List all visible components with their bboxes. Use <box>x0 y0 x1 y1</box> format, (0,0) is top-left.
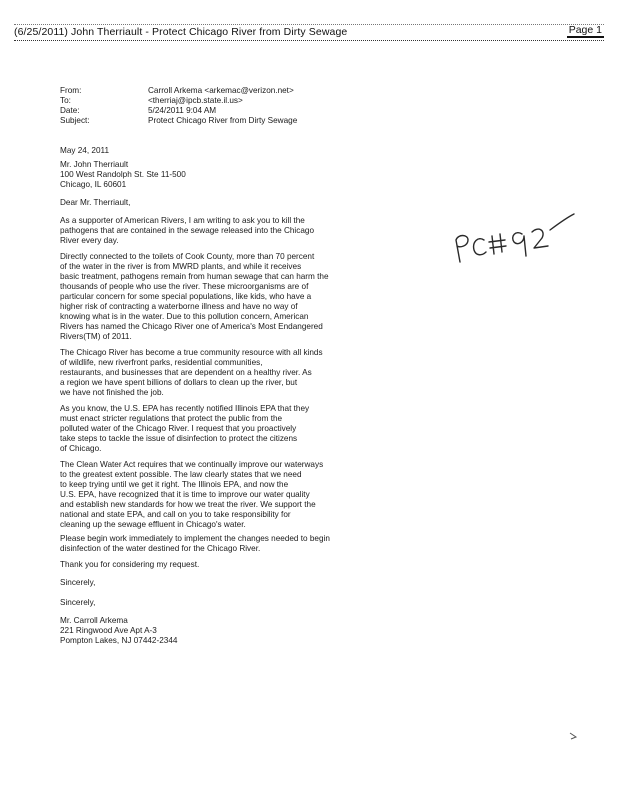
paragraph-line: to keep trying until we get it right. The Illinois EPA, and now the <box>60 480 289 489</box>
paragraph-line: must enact stricter regulations that protect the public from the <box>60 414 283 423</box>
letter-date-text: May 24, 2011 <box>60 146 110 155</box>
meta-label: From: <box>60 86 82 95</box>
email-meta-date <box>60 106 297 116</box>
salutation <box>60 198 360 208</box>
meta-value: Protect Chicago River from Dirty Sewage <box>148 116 298 125</box>
letter-date <box>60 146 360 156</box>
email-meta-block <box>60 86 297 126</box>
salutation-text: Dear Mr. Therriault, <box>60 198 131 207</box>
paragraph-line: thousands of people who use the river. These microorganisms are of <box>60 282 309 291</box>
meta-label: To: <box>60 96 71 105</box>
paragraph-line: disinfection of the water destined for the Chicago River. <box>60 544 261 553</box>
meta-value: <therriaj@ipcb.state.il.us> <box>148 96 243 105</box>
paragraph-line: of wildlife, new riverfront parks, residential communities, <box>60 358 263 367</box>
address-line: Mr. John Therriault <box>60 160 129 169</box>
paragraph-line: restaurants, and businesses that are dependent on a healthy river. As <box>60 368 312 377</box>
paragraph-line: and establish new standards for how we treat the river. We support the <box>60 500 316 509</box>
paragraph-line: of the water in the river is from MWRD plants, and while it receives <box>60 262 302 271</box>
paragraph-line: higher risk of contracting a waterborne illness and have no way of <box>60 302 298 311</box>
address-line: Chicago, IL 60601 <box>60 180 127 189</box>
paragraph-3 <box>60 348 360 398</box>
paragraph-line: As you know, the U.S. EPA has recently notified Illinois EPA that they <box>60 404 310 413</box>
paragraph-line: Rivers has named the Chicago River one of America's Most Endangered <box>60 322 323 331</box>
signature-block <box>60 616 360 646</box>
email-meta-to <box>60 96 297 106</box>
header-divider <box>14 40 604 41</box>
handwritten-pc-number-drawing <box>446 200 576 270</box>
paragraph-5 <box>60 460 360 530</box>
document-header <box>14 24 604 40</box>
signature-line: Pompton Lakes, NJ 07442-2344 <box>60 636 178 645</box>
paragraph-line: basic treatment, pathogens remain from human sewage that can harm the <box>60 272 329 281</box>
paragraph-line: particular concern for some special populations, like kids, who have a <box>60 292 312 301</box>
paragraph-line: Directly connected to the toilets of Cook County, more than 70 percent <box>60 252 315 261</box>
paragraph-2 <box>60 252 360 342</box>
scan-corner-mark <box>568 728 578 738</box>
paragraph-line: cleaning up the sewage effluent in Chicago's water. <box>60 520 246 529</box>
paragraph-line: take steps to tackle the issue of disinfection to protect the citizens <box>60 434 298 443</box>
paragraph-line: U.S. EPA, have recognized that it is time to improve our water quality <box>60 490 310 499</box>
closing-text: Sincerely, <box>60 598 96 607</box>
paragraph-line: Thank you for considering my request. <box>60 560 200 569</box>
paragraph-line: The Chicago River has become a true community resource with all kinds <box>60 348 323 357</box>
recipient-address <box>60 160 360 190</box>
paragraph-7 <box>60 560 360 570</box>
corner-tick-icon <box>568 731 578 741</box>
email-meta-from <box>60 86 297 96</box>
closing-1 <box>60 578 360 588</box>
paragraph-line: polluted water of the Chicago River. I request that you proactively <box>60 424 297 433</box>
paragraph-line: Rivers(TM) of 2011. <box>60 332 132 341</box>
paragraph-line: As a supporter of American Rivers, I am writing to ask you to kill the <box>60 216 305 225</box>
closing-2 <box>60 598 360 608</box>
address-line: 100 West Randolph St. Ste 11-500 <box>60 170 186 179</box>
meta-value: Carroll Arkema <arkemac@verizon.net> <box>148 86 294 95</box>
email-meta-subject <box>60 116 297 126</box>
paragraph-6 <box>60 534 360 554</box>
paragraph-line: to the greatest extent possible. The law clearly states that we need <box>60 470 302 479</box>
paragraph-1 <box>60 216 360 246</box>
header-page-number: Page 1 <box>568 24 602 36</box>
closing-text: Sincerely, <box>60 578 96 587</box>
paragraph-line: we have not finished the job. <box>60 388 164 397</box>
paragraph-line: knowing what is in the water. Due to this pollution concern, American <box>60 312 309 321</box>
paragraph-line: national and state EPA, and call on you to take responsibility for <box>60 510 291 519</box>
paragraph-line: River every day. <box>60 236 119 245</box>
paragraph-line: Please begin work immediately to implement the changes needed to begin <box>60 534 330 543</box>
meta-value: 5/24/2011 9:04 AM <box>148 106 217 115</box>
handwritten-pc-number <box>446 200 576 270</box>
signature-line: Mr. Carroll Arkema <box>60 616 128 625</box>
paragraph-line: of Chicago. <box>60 444 102 453</box>
signature-line: 221 Ringwood Ave Apt A-3 <box>60 626 157 635</box>
paragraph-line: a region we have spent billions of dollars to clean up the river, but <box>60 378 298 387</box>
paragraph-line: The Clean Water Act requires that we continually improve our waterways <box>60 460 324 469</box>
paragraph-4 <box>60 404 360 454</box>
paragraph-line: pathogens that are contained in the sewage released into the Chicago <box>60 226 314 235</box>
header-title: (6/25/2011) John Therriault - Protect Chicago River from Dirty Sewage <box>14 26 348 38</box>
meta-label: Date: <box>60 106 80 115</box>
meta-label: Subject: <box>60 116 90 125</box>
